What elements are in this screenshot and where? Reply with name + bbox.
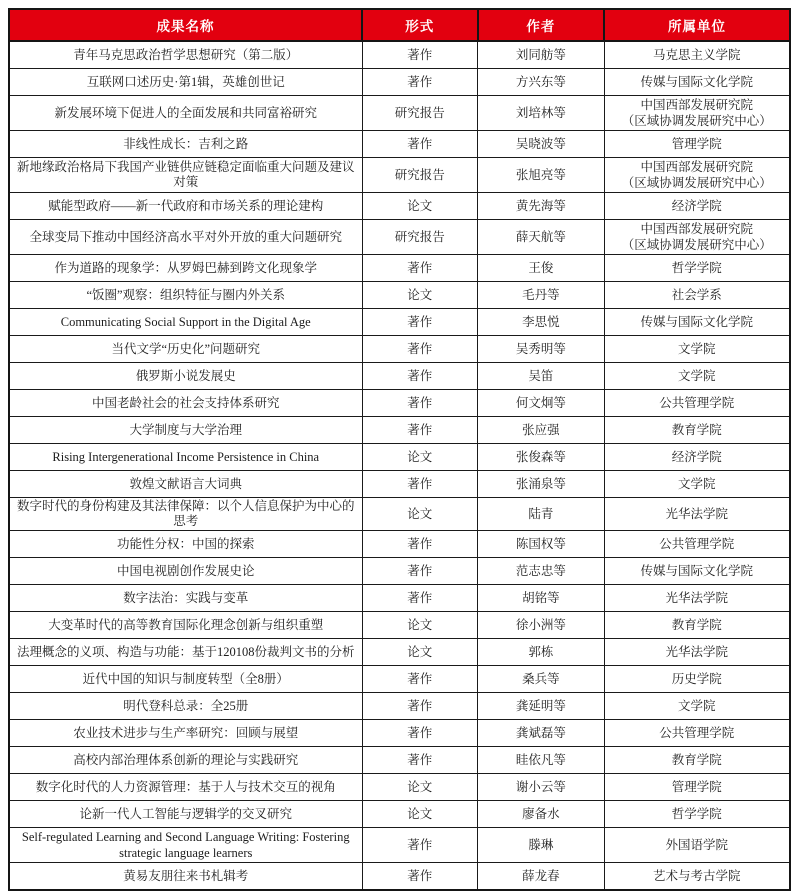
form-cell: 研究报告 — [362, 96, 478, 131]
achievement-name-cell: Rising Intergenerational Income Persistence in China — [9, 444, 362, 471]
achievement-name-cell: 大学制度与大学治理 — [9, 417, 362, 444]
authors-cell: 薛龙春 — [478, 863, 605, 891]
unit-cell: 公共管理学院 — [604, 720, 790, 747]
table-row — [9, 282, 790, 309]
achievement-name-cell: 俄罗斯小说发展史 — [9, 363, 362, 390]
table-row — [9, 444, 790, 471]
unit-cell: 文学院 — [604, 336, 790, 363]
authors-cell: 吴秀明等 — [478, 336, 605, 363]
form-cell: 著作 — [362, 531, 478, 558]
authors-cell: 刘同舫等 — [478, 41, 605, 69]
authors-cell: 眭依凡等 — [478, 747, 605, 774]
authors-cell: 谢小云等 — [478, 774, 605, 801]
unit-cell: 哲学学院 — [604, 801, 790, 828]
authors-cell: 陈国权等 — [478, 531, 605, 558]
unit-cell: 传媒与国际文化学院 — [604, 69, 790, 96]
form-cell: 论文 — [362, 444, 478, 471]
achievement-name-cell: 高校内部治理体系创新的理论与实践研究 — [9, 747, 362, 774]
achievement-name-cell: 非线性成长：吉利之路 — [9, 131, 362, 158]
authors-cell: 毛丹等 — [478, 282, 605, 309]
cell-line: 中国西部发展研究院 — [640, 98, 754, 112]
unit-cell: 光华法学院 — [604, 585, 790, 612]
authors-cell: 王俊 — [478, 255, 605, 282]
form-cell: 论文 — [362, 498, 478, 531]
form-cell: 著作 — [362, 309, 478, 336]
table-row — [9, 531, 790, 558]
unit-cell: 哲学学院 — [604, 255, 790, 282]
achievement-name-cell: “饭圈”观察：组织特征与圈内外关系 — [9, 282, 362, 309]
form-cell: 著作 — [362, 471, 478, 498]
form-cell: 著作 — [362, 666, 478, 693]
authors-cell: 范志忠等 — [478, 558, 605, 585]
authors-cell: 龚斌磊等 — [478, 720, 605, 747]
table-row — [9, 801, 790, 828]
authors-cell: 李思悦 — [478, 309, 605, 336]
form-cell: 著作 — [362, 336, 478, 363]
achievement-name-cell: 全球变局下推动中国经济高水平对外开放的重大问题研究 — [9, 220, 362, 255]
unit-cell: 艺术与考古学院 — [604, 863, 790, 891]
achievement-name-cell: 数字时代的身份构建及其法律保障：以个人信息保护为中心的思考 — [9, 498, 362, 531]
table-row — [9, 41, 790, 69]
form-cell: 著作 — [362, 693, 478, 720]
table-row — [9, 309, 790, 336]
form-cell: 研究报告 — [362, 220, 478, 255]
authors-cell: 方兴东等 — [478, 69, 605, 96]
table-row — [9, 96, 790, 131]
achievement-name-cell: 赋能型政府——新一代政府和市场关系的理论建构 — [9, 193, 362, 220]
authors-cell: 滕琳 — [478, 828, 605, 863]
cell-line: （区域协调发展研究中心） — [621, 238, 772, 252]
authors-cell: 张涌泉等 — [478, 471, 605, 498]
achievement-name-cell: 中国电视剧创作发展史论 — [9, 558, 362, 585]
authors-cell: 张俊森等 — [478, 444, 605, 471]
header-row — [9, 9, 790, 41]
achievement-name-cell: 数字法治：实践与变革 — [9, 585, 362, 612]
table-row — [9, 863, 790, 891]
authors-cell: 黄先海等 — [478, 193, 605, 220]
achievement-name-cell: 互联网口述历史·第1辑，英雄创世记 — [9, 69, 362, 96]
form-cell: 著作 — [362, 585, 478, 612]
form-cell: 著作 — [362, 390, 478, 417]
authors-cell: 张应强 — [478, 417, 605, 444]
form-cell: 著作 — [362, 747, 478, 774]
table-row — [9, 585, 790, 612]
form-cell: 论文 — [362, 193, 478, 220]
header-unit: 所属单位 — [604, 9, 790, 41]
achievement-name-cell: 明代登科总录：全25册 — [9, 693, 362, 720]
table-row — [9, 336, 790, 363]
unit-cell: 光华法学院 — [604, 639, 790, 666]
authors-cell: 徐小洲等 — [478, 612, 605, 639]
table-row — [9, 774, 790, 801]
unit-cell — [604, 96, 790, 131]
authors-cell: 吴笛 — [478, 363, 605, 390]
cell-line: strategic language learners — [119, 846, 253, 860]
form-cell: 著作 — [362, 863, 478, 891]
cell-line: Self-regulated Learning and Second Language Writing: Fostering — [21, 830, 350, 844]
table-row — [9, 363, 790, 390]
form-cell: 著作 — [362, 417, 478, 444]
form-cell: 论文 — [362, 639, 478, 666]
cell-line: 中国西部发展研究院 — [640, 160, 754, 174]
unit-cell: 教育学院 — [604, 612, 790, 639]
table-row — [9, 747, 790, 774]
achievement-name-cell: 黄易友朋往来书札辑考 — [9, 863, 362, 891]
cell-line: （区域协调发展研究中心） — [621, 176, 772, 190]
unit-cell: 文学院 — [604, 693, 790, 720]
cell-line: 中国西部发展研究院 — [640, 222, 754, 236]
form-cell: 著作 — [362, 255, 478, 282]
form-cell: 论文 — [362, 282, 478, 309]
form-cell: 著作 — [362, 363, 478, 390]
authors-cell: 龚延明等 — [478, 693, 605, 720]
achievement-name-cell: 青年马克思政治哲学思想研究（第二版） — [9, 41, 362, 69]
unit-cell: 历史学院 — [604, 666, 790, 693]
achievement-name-cell: Communicating Social Support in the Digital Age — [9, 309, 362, 336]
authors-cell: 陆青 — [478, 498, 605, 531]
authors-cell: 郭栋 — [478, 639, 605, 666]
table-row — [9, 193, 790, 220]
header-form: 形式 — [362, 9, 478, 41]
unit-cell: 教育学院 — [604, 417, 790, 444]
achievement-name-cell: 新发展环境下促进人的全面发展和共同富裕研究 — [9, 96, 362, 131]
unit-cell: 管理学院 — [604, 131, 790, 158]
table-row — [9, 255, 790, 282]
table-row — [9, 639, 790, 666]
form-cell: 著作 — [362, 41, 478, 69]
table-body — [9, 41, 790, 890]
table-row — [9, 158, 790, 193]
unit-cell: 马克思主义学院 — [604, 41, 790, 69]
achievement-name-cell: 大变革时代的高等教育国际化理念创新与组织重塑 — [9, 612, 362, 639]
table-row — [9, 131, 790, 158]
achievement-name-cell: 近代中国的知识与制度转型（全8册） — [9, 666, 362, 693]
form-cell: 研究报告 — [362, 158, 478, 193]
authors-cell: 桑兵等 — [478, 666, 605, 693]
authors-cell: 胡铭等 — [478, 585, 605, 612]
achievement-name-cell: 论新一代人工智能与逻辑学的交叉研究 — [9, 801, 362, 828]
table-row — [9, 666, 790, 693]
unit-cell: 传媒与国际文化学院 — [604, 558, 790, 585]
achievement-name-cell — [9, 828, 362, 863]
form-cell: 著作 — [362, 69, 478, 96]
achievement-name-cell: 数字化时代的人力资源管理：基于人与技术交互的视角 — [9, 774, 362, 801]
achievement-name-cell: 法理概念的义项、构造与功能：基于120108份裁判文书的分析 — [9, 639, 362, 666]
form-cell: 论文 — [362, 612, 478, 639]
form-cell: 著作 — [362, 131, 478, 158]
table-row — [9, 720, 790, 747]
table-row — [9, 220, 790, 255]
achievements-table — [8, 8, 791, 891]
table-row — [9, 558, 790, 585]
authors-cell: 刘培林等 — [478, 96, 605, 131]
table-row — [9, 828, 790, 863]
unit-cell: 社会学系 — [604, 282, 790, 309]
achievement-name-cell: 当代文学“历史化”问题研究 — [9, 336, 362, 363]
header-authors: 作者 — [478, 9, 605, 41]
unit-cell: 经济学院 — [604, 444, 790, 471]
table-row — [9, 693, 790, 720]
authors-cell: 何文炯等 — [478, 390, 605, 417]
header-achievement-name: 成果名称 — [9, 9, 362, 41]
table-row — [9, 69, 790, 96]
achievement-name-cell: 农业技术进步与生产率研究：回顾与展望 — [9, 720, 362, 747]
authors-cell: 吴晓波等 — [478, 131, 605, 158]
unit-cell: 文学院 — [604, 471, 790, 498]
achievement-name-cell: 中国老龄社会的社会支持体系研究 — [9, 390, 362, 417]
unit-cell: 管理学院 — [604, 774, 790, 801]
authors-cell: 廖备水 — [478, 801, 605, 828]
unit-cell: 教育学院 — [604, 747, 790, 774]
authors-cell: 张旭亮等 — [478, 158, 605, 193]
unit-cell: 传媒与国际文化学院 — [604, 309, 790, 336]
table-row — [9, 471, 790, 498]
table-row — [9, 390, 790, 417]
table-header — [9, 9, 790, 41]
table-row — [9, 612, 790, 639]
unit-cell: 经济学院 — [604, 193, 790, 220]
form-cell: 著作 — [362, 828, 478, 863]
achievement-name-cell: 敦煌文献语言大词典 — [9, 471, 362, 498]
achievement-name-cell: 功能性分权：中国的探索 — [9, 531, 362, 558]
form-cell: 论文 — [362, 774, 478, 801]
achievement-name-cell: 新地缘政治格局下我国产业链供应链稳定面临重大问题及建议对策 — [9, 158, 362, 193]
form-cell: 著作 — [362, 558, 478, 585]
cell-line: （区域协调发展研究中心） — [621, 114, 772, 128]
form-cell: 著作 — [362, 720, 478, 747]
unit-cell: 光华法学院 — [604, 498, 790, 531]
table-row — [9, 498, 790, 531]
unit-cell: 文学院 — [604, 363, 790, 390]
achievement-name-cell: 作为道路的现象学：从罗姆巴赫到跨文化现象学 — [9, 255, 362, 282]
form-cell: 论文 — [362, 801, 478, 828]
unit-cell: 外国语学院 — [604, 828, 790, 863]
unit-cell — [604, 158, 790, 193]
unit-cell — [604, 220, 790, 255]
table-row — [9, 417, 790, 444]
unit-cell: 公共管理学院 — [604, 531, 790, 558]
unit-cell: 公共管理学院 — [604, 390, 790, 417]
authors-cell: 薛天航等 — [478, 220, 605, 255]
